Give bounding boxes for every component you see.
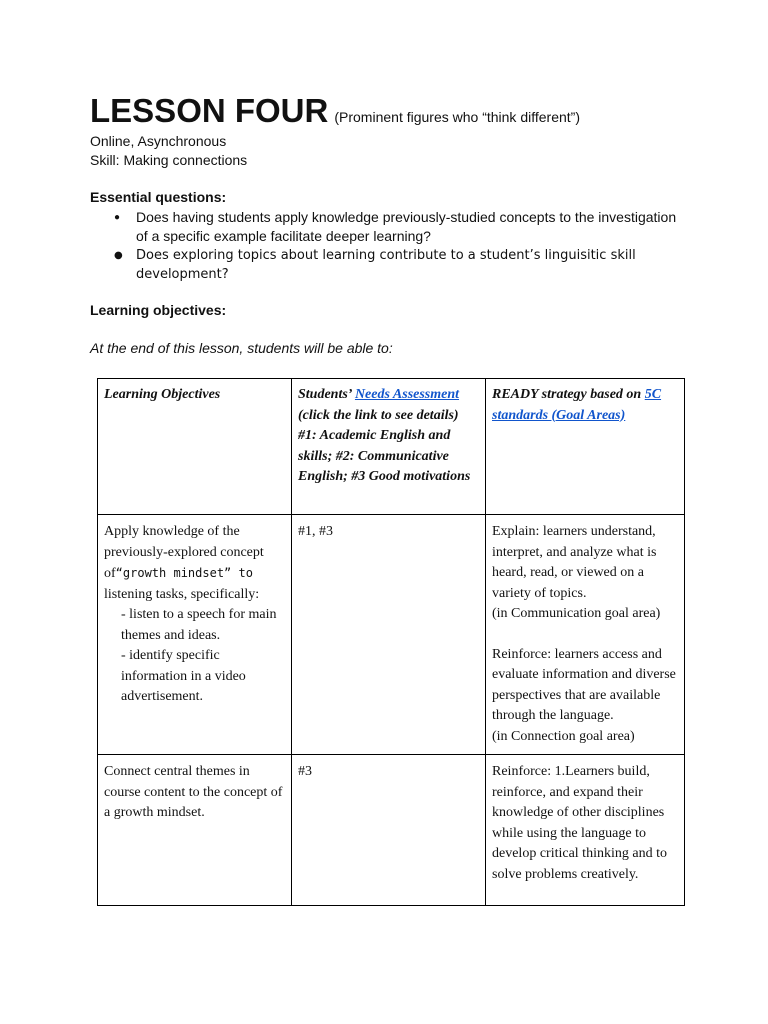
objective-text-b: listening tasks, specifically: (104, 586, 260, 602)
objective-subtask: - identify specific information in a video advertisement. (121, 648, 246, 704)
5c-standards-link[interactable]: 5C standards (Goal Areas) (492, 387, 662, 423)
table-row (98, 515, 685, 755)
essential-questions-heading: Essential questions: (90, 189, 227, 205)
needs-cell: #3 (292, 755, 486, 906)
spacer (492, 625, 678, 645)
strategy-reinforce-area: (in Connection goal area) (492, 728, 635, 744)
objective-cell (98, 515, 292, 755)
header-strategy-prefix: READY strategy based on (492, 387, 645, 402)
essential-question-item: ● Does exploring topics about learning contribute to a student’s linguisitic skill development? (90, 246, 690, 284)
strategy-cell (486, 515, 685, 755)
header-needs-prefix: Students’ (298, 387, 355, 402)
needs-assessment-link[interactable]: Needs Assessment (354, 387, 460, 402)
essential-question-item: ● Does having students apply knowledge previously-studied concepts to the investigation of a specific example facilitate deeper learning? (90, 208, 690, 246)
objective-of: of (104, 566, 116, 581)
strategy-reinforce: Reinforce: learners access and evaluate information and diverse perspectives that are available through the language. (492, 646, 676, 723)
strategy-explain: Explain: learners understand, interpret, and analyze what is heard, read, or viewed on a variety of topics. (492, 524, 657, 601)
objective-subtask: - listen to a speech for main themes and ideas. (121, 607, 277, 643)
header-needs-details: (click the link to see details) #1: Academic English and skills; #2: Communicative English; #3 Good motivations (298, 407, 471, 484)
intro-text: At the end of this lesson, students will be able to: (90, 340, 393, 356)
lesson-mode: Online, Asynchronous (90, 133, 227, 149)
strategy-explain-area: (in Communication goal area) (492, 606, 661, 621)
needs-cell: #1, #3 (292, 515, 486, 755)
title-main: LESSON FOUR (90, 92, 329, 129)
objective-cell: Connect central themes in course content to the concept of a growth mindset. (98, 755, 292, 906)
header-ready-strategy (486, 379, 685, 515)
growth-mindset-quote: “growth mindset” to (115, 566, 253, 580)
lesson-title (90, 92, 580, 130)
lesson-skill: Skill: Making connections (90, 152, 248, 168)
table-header-row (98, 379, 685, 515)
objectives-table (97, 378, 685, 906)
objective-text-quote (104, 563, 285, 585)
learning-objectives-heading: Learning objectives: (90, 302, 227, 318)
table-row (98, 755, 685, 906)
title-subtitle: (Prominent figures who “think different”) (334, 109, 580, 125)
essential-questions-list (90, 208, 690, 284)
objective-text-a: Apply knowledge of the previously-explored concept (104, 524, 264, 560)
header-needs-assessment (292, 379, 486, 515)
header-learning-objectives: Learning Objectives (98, 379, 292, 515)
strategy-cell: Reinforce: 1.Learners build, reinforce, and expand their knowledge of other disciplines while using the language to develop critical thinking and to solve problems creatively. (486, 755, 685, 906)
